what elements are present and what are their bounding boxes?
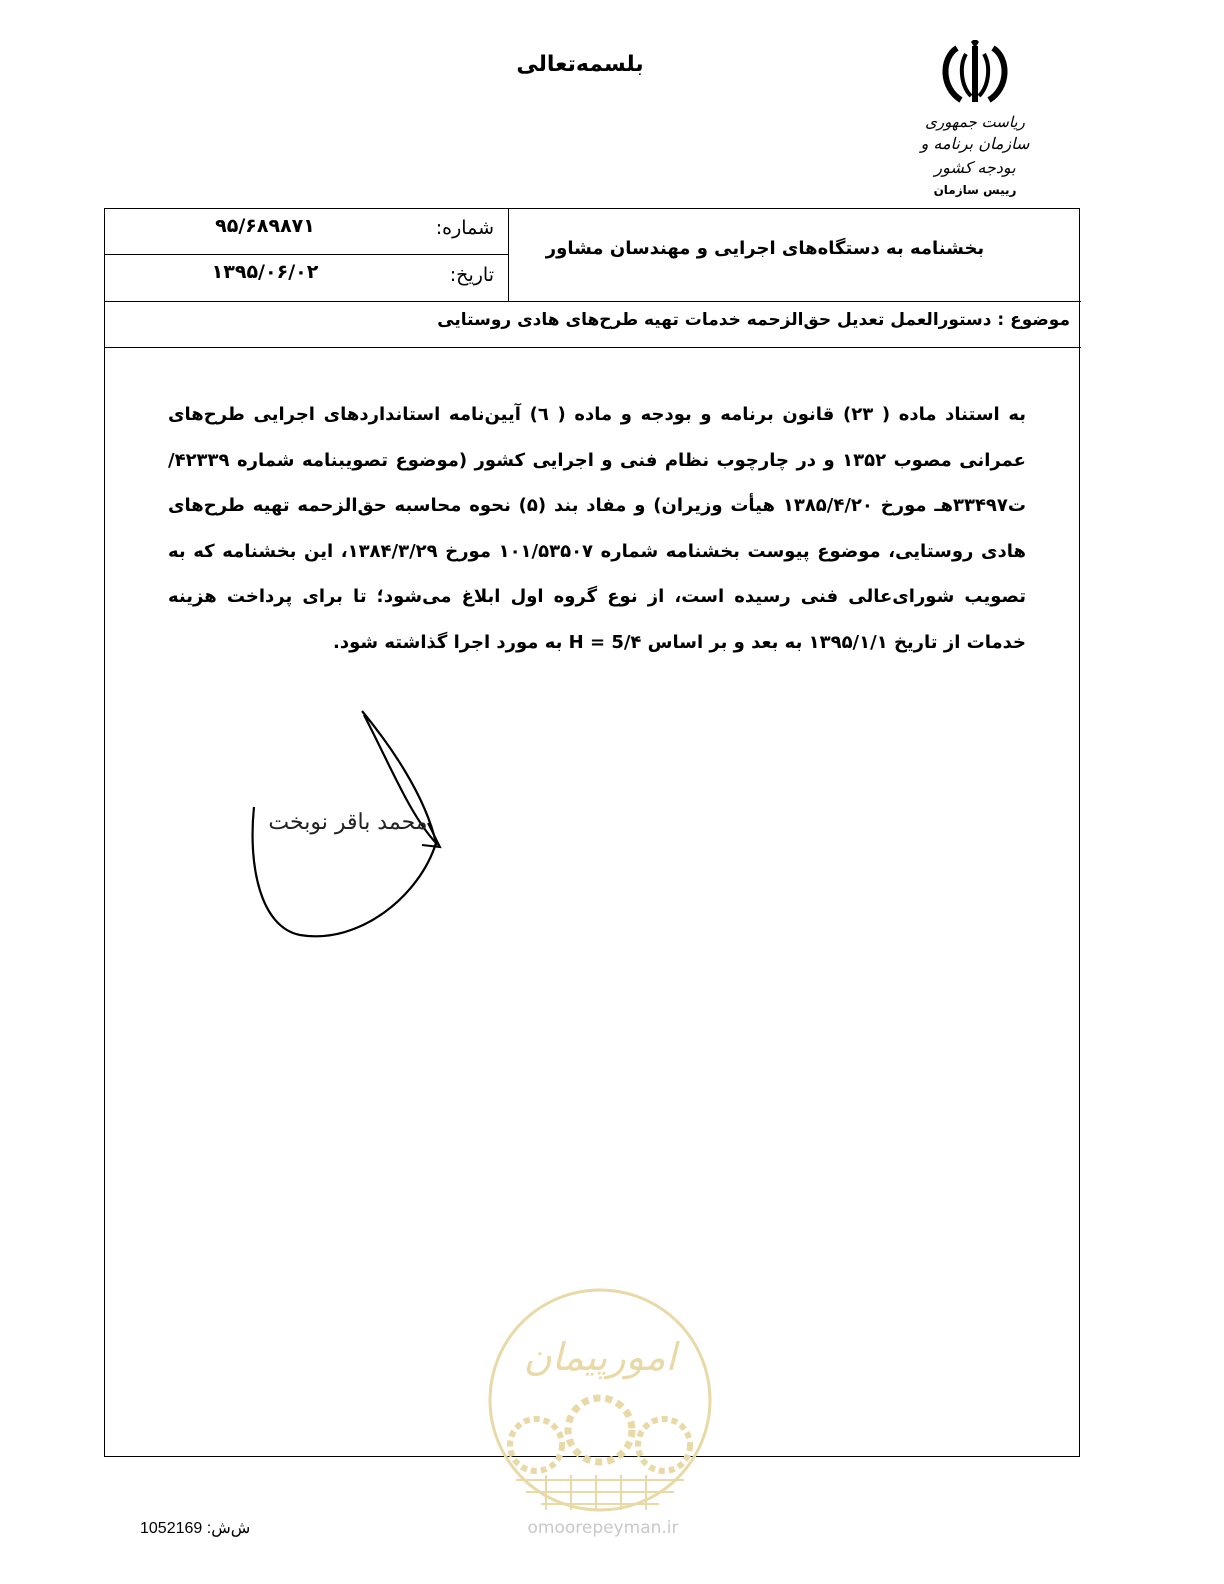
subject-divider — [105, 347, 1081, 348]
iran-emblem-icon — [935, 40, 1015, 110]
watermark-logo-text: امورپیمان — [523, 1335, 677, 1379]
letter-body: به استناد ماده ( ۲۳) قانون برنامه و بودجه و ماده ( ٦) آیین‌نامه استانداردهای اجرایی طرح‌های عمرانی مصوب ۱۳۵۲ و در چارچوب نظام فنی و اجرایی کشور (موضوع تصویبنامه شماره ۴۲۳۳۹/ت۳۳۴۹۷هـ مورخ ۱۳۸۵/۴/۲۰ هیأت وزیران) و مفاد بند (۵) نحوه محاسبه حق‌الزحمه تهیه طرح‌های هادی روستایی، موضوع پیوست بخشنامه شماره ۱۰۱/۵۳۵۰۷ مورخ ۱۳۸۴/۳/۲۹، این بخشنامه که به تصویب شورای‌عالی فنی رسیده است، از نوع گروه اول ابلاغ می‌شود؛ تا برای پرداخت هزینه خدمات از تاریخ ۱۳۹۵/۱/۱ به بعد و بر اساس H = 5/۴ به مورد اجرا گذاشته شود. — [168, 404, 1026, 653]
letter-number-label: شماره: — [435, 217, 494, 239]
watermark-logo — [486, 1280, 714, 1540]
org-line-presidency: ریاست جمهوری — [925, 113, 1025, 131]
footer-reference: ش‌ش: 1052169 — [140, 1520, 251, 1537]
letter-date-value: ۱۳۹۵/۰۶/۰۲ — [211, 261, 319, 283]
letter-date-label: تاریخ: — [449, 264, 494, 286]
header-column-divider — [508, 209, 509, 301]
recipient-heading: بخشنامه به دستگاه‌های اجرایی و مهندسان مشاور — [545, 238, 985, 259]
signer-name: محمد باقر نوبخت — [268, 810, 428, 835]
letter-number-value: ۹۵/۶۸۹۸۷۱ — [215, 215, 315, 237]
org-line-head: رییس سازمان — [933, 183, 1017, 197]
organization-block — [900, 112, 1050, 200]
org-line-organization: سازمان برنامه و بودجه کشور — [920, 134, 1030, 177]
info-row-divider — [105, 254, 508, 255]
watermark-site: omoorepeyman.ir — [527, 1518, 679, 1538]
header-divider — [105, 301, 1081, 302]
letter-subject: موضوع : دستورالعمل تعدیل حق‌الزحمه خدمات تهیه طرح‌های هادی روستایی — [437, 310, 1070, 330]
invocation-heading: بلسمه‌تعالی — [516, 52, 644, 77]
